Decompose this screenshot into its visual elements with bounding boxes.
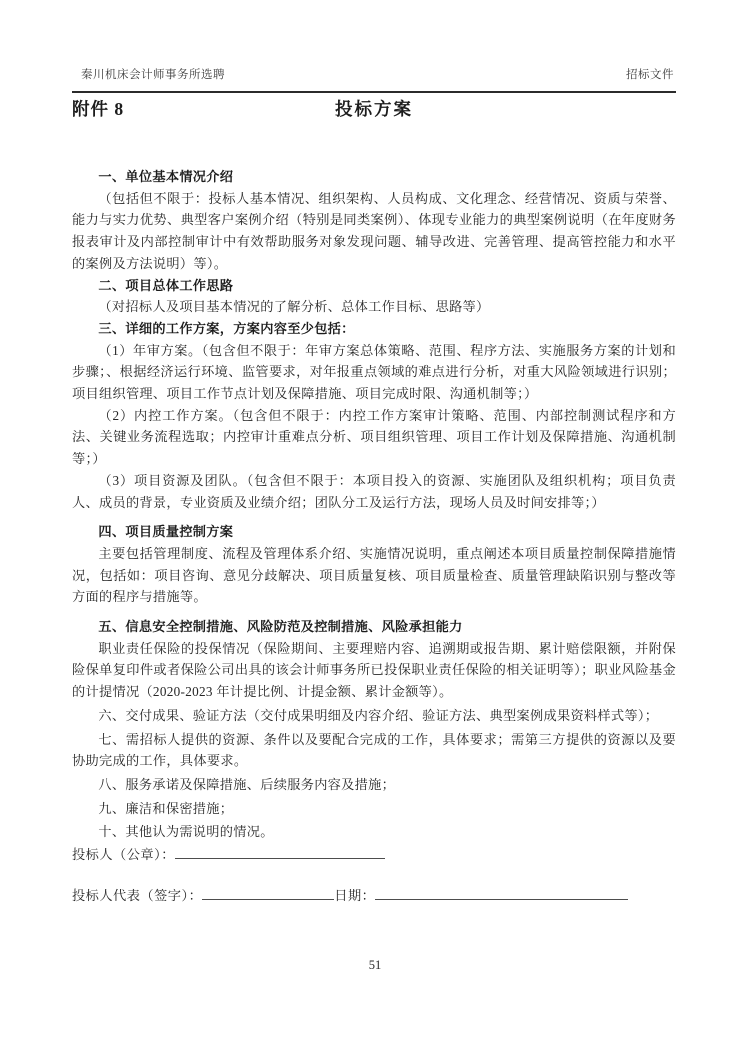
page-header [72, 0, 676, 82]
page-footer [0, 958, 750, 973]
paragraph: 十、其他认为需说明的情况。 [98, 824, 274, 840]
page-number: 51 [368, 958, 382, 972]
paragraph: 八、服务承诺及保障措施、后续服务内容及措施； [98, 776, 396, 792]
section-heading: 三、详细的工作方案，方案内容至少包括： [98, 320, 355, 336]
paragraph: 主要包括管理制度、流程及管理体系介绍、实施情况说明，重点阐述本项目质量控制保障措施情况，包括如：项目咨询、意见分歧解决、项目质量复核、项目质量检查、质量管理缺陷识别与整改等方面的程序与措施等。 [72, 545, 676, 605]
document-body [72, 166, 676, 843]
paragraph: （包括但不限于：投标人基本情况、组织架构、人员构成、文化理念、经营情况、资质与荣誉、能力与实力优势、典型客户案例介绍（特别是同类案例）、体现专业能力的典型案例说明（在年度财务报表审计及内部控制审计中有效帮助服务对象发现问题、辅导改进、完善管理、提高管控能力和水平的案例及方法说明）等）。 [72, 190, 676, 271]
page-title: 投标方案 [335, 99, 413, 119]
paragraph: 七、需招标人提供的资源、条件以及要配合完成的工作，具体要求；需第三方提供的资源以及要协助完成的工作，具体要求。 [72, 731, 676, 769]
section-heading: 二、项目总体工作思路 [98, 277, 234, 293]
section-heading: 一、单位基本情况介绍 [98, 169, 234, 184]
section-heading: 五、信息安全控制措施、风险防范及控制措施、风险承担能力 [98, 619, 463, 635]
bidder-seal-blank-line [175, 844, 385, 859]
signature-block [72, 844, 676, 905]
representative-sign-row [72, 885, 676, 905]
attachment-label: 附件 8 [72, 99, 125, 119]
paragraph: （2）内控工作方案。（包含但不限于：内控工作方案审计策略、范围、内部控制测试程序和方法、关键业务流程选取；内控审计重难点分析、项目组织管理、项目工作计划及保障措施、沟通机制等；） [72, 407, 676, 467]
title-row [72, 96, 676, 122]
representative-sign-blank-line [202, 885, 334, 900]
date-label: 日期： [334, 888, 376, 903]
date-blank-line [375, 885, 628, 900]
paragraph: 九、廉洁和保密措施； [98, 800, 234, 816]
header-divider [72, 91, 676, 93]
paragraph: （1）年审方案。（包含但不限于：年审方案总体策略、范围、程序方法、实施服务方案的计划和步骤；、根据经济运行环境、监管要求，对年报重点领域的难点进行分析，对重大风险领域进行识别；项目组织管理、项目工作节点计划及保障措施、项目完成时限、沟通机制等；） [72, 342, 676, 402]
paragraph: （3）项目资源及团队。（包含但不限于：本项目投入的资源、实施团队及组织机构；项目负责人、成员的背景，专业资质及业绩介绍；团队分工及运行方法，现场人员及时间安排等；） [72, 472, 676, 510]
paragraph: 职业责任保险的投保情况（保险期间、主要理赔内容、追溯期或报告期、累计赔偿限额，并附保险保单复印件或者保险公司出具的该会计师事务所已投保职业责任保险的相关证明等）；职业风险基金的计提情况（2020-2023 年计提比例、计提金额、累计金额等）。 [72, 640, 676, 700]
section-heading: 四、项目质量控制方案 [98, 524, 234, 540]
header-left-text: 秦川机床会计师事务所选聘 [81, 69, 225, 81]
paragraph: （对招标人及项目基本情况的了解分析、总体工作目标、思路等） [98, 299, 490, 315]
bidder-seal-label: 投标人（公章）： [72, 847, 175, 862]
bidder-seal-row [72, 844, 676, 864]
paragraph: 六、交付成果、验证方法（交付成果明细及内容介绍、验证方法、典型案例成果资料样式等）； [98, 707, 659, 723]
header-right-text: 招标文件 [626, 69, 674, 81]
representative-sign-label: 投标人代表（签字）： [72, 888, 203, 903]
